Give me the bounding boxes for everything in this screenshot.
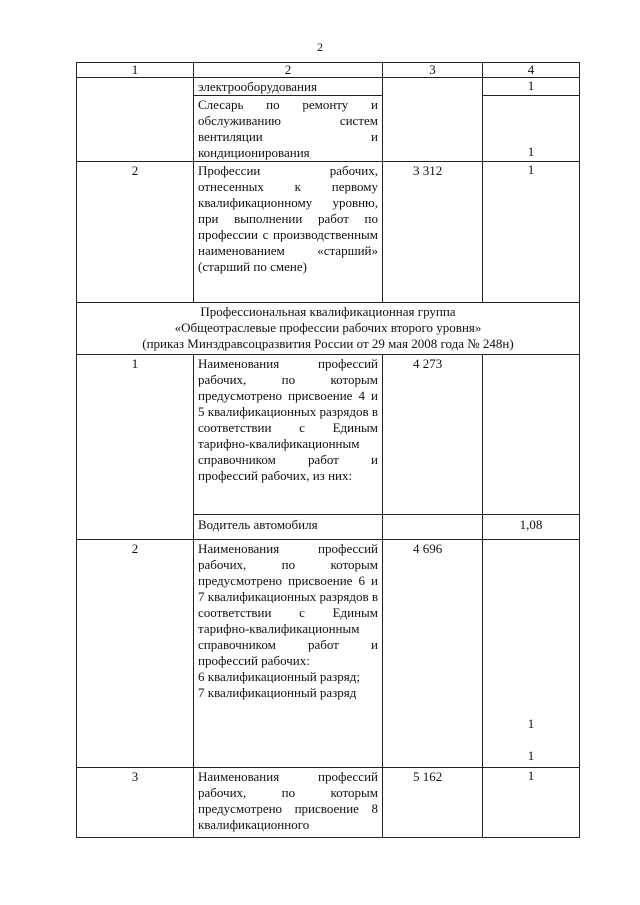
row-number: 2 [77, 540, 194, 768]
salary-cell [383, 515, 483, 540]
profession-name [194, 540, 383, 768]
coefficient-cell: 1,08 [483, 515, 580, 540]
row-number: 2 [77, 162, 194, 303]
row-number [77, 78, 194, 162]
table-row [77, 78, 580, 96]
salary-cell: 5 162 [383, 768, 483, 838]
profession-name: электрооборудования [194, 78, 383, 96]
coefficient-cell: 1 [483, 162, 580, 303]
grade-7-item: 7 квалификационный разряд [198, 685, 357, 700]
salary-cell: 4 273 [383, 355, 483, 515]
header-col-2: 2 [194, 63, 383, 78]
salary-cell: 4 696 [383, 540, 483, 768]
coefficient-cell: 1 [483, 768, 580, 838]
profession-text: Наименования профессий рабочих, по которым предусмотрено присвоение 6 и 7 квалификационных разрядов в соответствии с Единым тарифно-квалификационным справочником работ и профессий рабочих: [198, 541, 378, 668]
row-number: 3 [77, 768, 194, 838]
group-heading-row [77, 303, 580, 355]
table-row [77, 162, 580, 303]
coefficient-value: 1 [527, 748, 535, 763]
profession-name: Водитель автомобиля [194, 515, 383, 540]
table-row [77, 540, 580, 768]
group-order: (приказ Минздравсоцразвития России от 29 мая 2008 года № 248н) [142, 336, 514, 351]
header-col-4: 4 [483, 63, 580, 78]
salary-cell: 3 312 [383, 162, 483, 303]
profession-name: Наименования профессий рабочих, по которым предусмотрено присвоение 8 квалификационного [194, 768, 383, 838]
table-header-row [77, 63, 580, 78]
group-name: «Общеотраслевые профессии рабочих второго уровня» [174, 320, 482, 335]
coefficient-cell [483, 540, 580, 768]
coefficient-cell: 1 [483, 78, 580, 96]
header-col-1: 1 [77, 63, 194, 78]
coefficient-value: 1 [527, 144, 535, 159]
coefficient-value: 1 [527, 716, 535, 731]
header-col-3: 3 [383, 63, 483, 78]
grade-6-item: 6 квалификационный разряд; [198, 669, 361, 684]
profession-name: Профессии рабочих, отнесенных к первому квалификационному уровню, при выполнении работ по профессии с производственным наименованием «старший» (старший по смене) [194, 162, 383, 303]
profession-name: Слесарь по ремонту и обслуживанию систем вентиляции и кондиционирования [194, 96, 383, 162]
salary-cell [383, 78, 483, 162]
coefficient-cell [483, 355, 580, 515]
profession-name: Наименования профессий рабочих, по которым предусмотрено присвоение 4 и 5 квалификационных разрядов в соответствии с Единым тарифно-квалификационным справочником работ и профессий рабочих, из них: [194, 355, 383, 515]
coefficient-cell [483, 96, 580, 162]
table-row [77, 355, 580, 515]
salary-table [76, 62, 580, 838]
group-heading [77, 303, 580, 355]
group-title: Профессиональная квалификационная группа [200, 304, 456, 319]
page-number: 2 [317, 40, 323, 54]
row-number: 1 [77, 355, 194, 540]
table-row [77, 768, 580, 838]
